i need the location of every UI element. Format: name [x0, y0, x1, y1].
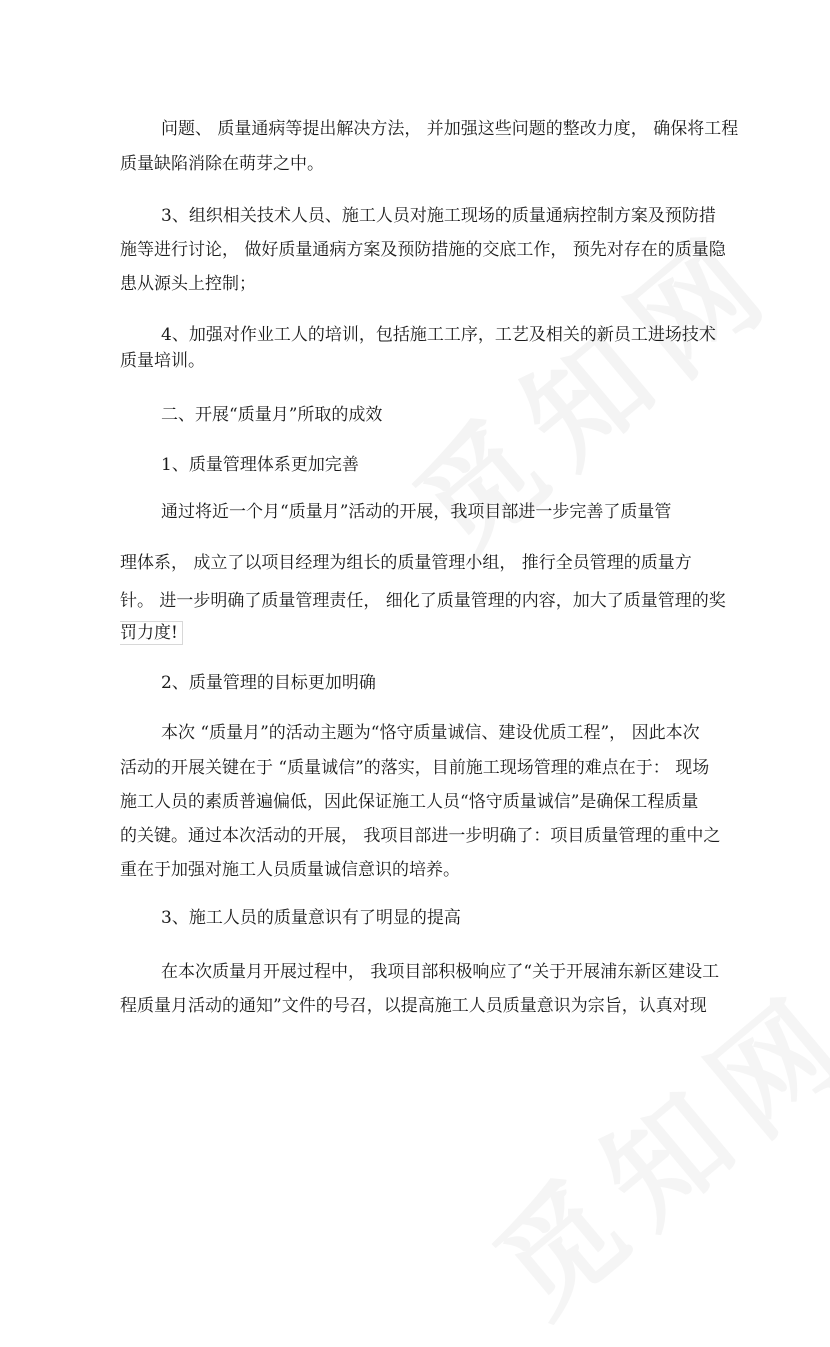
- text-line: 本次 “质量月”的活动主题为“恪守质量诚信、建设优质工程”， 因此本次: [161, 723, 700, 743]
- text-line: 质量培训。: [120, 351, 205, 371]
- text-line: 3、组织相关技术人员、施工人员对施工现场的质量通病控制方案及预防措: [161, 206, 716, 226]
- text-line: 问题、 质量通病等提出解决方法， 并加强这些问题的整改力度， 确保将工程: [161, 119, 739, 139]
- text-line: 患从源头上控制；: [120, 274, 256, 294]
- text-line: 4、加强对作业工人的培训，包括施工工序，工艺及相关的新员工进场技术: [161, 325, 716, 345]
- section-heading: 二、开展“质量月”所取的成效: [161, 405, 383, 425]
- text-line: 理体系， 成立了以项目经理为组长的质量管理小组， 推行全员管理的质量方: [120, 553, 692, 573]
- text-line: 通过将近一个月“质量月”活动的开展，我项目部进一步完善了质量管: [161, 502, 672, 522]
- text-line: 重在于加强对施工人员质量诚信意识的培养。: [120, 860, 460, 880]
- subsection-heading: 2、质量管理的目标更加明确: [161, 673, 376, 693]
- subsection-heading: 1、质量管理体系更加完善: [161, 455, 359, 475]
- text-line: 罚力度!: [120, 621, 183, 645]
- text-line: 活动的开展关键在于 “质量诚信”的落实，目前施工现场管理的难点在于： 现场: [120, 758, 710, 778]
- subsection-heading: 3、施工人员的质量意识有了明显的提高: [161, 908, 461, 928]
- text-line: 施等进行讨论， 做好质量通病方案及预防措施的交底工作， 预先对存在的质量隐: [120, 240, 726, 260]
- text-line: 程质量月活动的通知”文件的号召，以提高施工人员质量意识为宗旨，认真对现: [120, 996, 707, 1016]
- text-line: 在本次质量月开展过程中， 我项目部积极响应了“关于开展浦东新区建设工: [161, 962, 720, 982]
- text-line: 针。 进一步明确了质量管理责任， 细化了质量管理的内容，加大了质量管理的奖: [120, 591, 726, 611]
- text-line: 的关键。通过本次活动的开展， 我项目部进一步明确了：项目质量管理的重中之: [120, 826, 721, 846]
- text-line: 施工人员的素质普遍偏低，因此保证施工人员“恪守质量诚信”是确保工程质量: [120, 792, 699, 812]
- text-line: 质量缺陷消除在萌芽之中。: [120, 154, 324, 174]
